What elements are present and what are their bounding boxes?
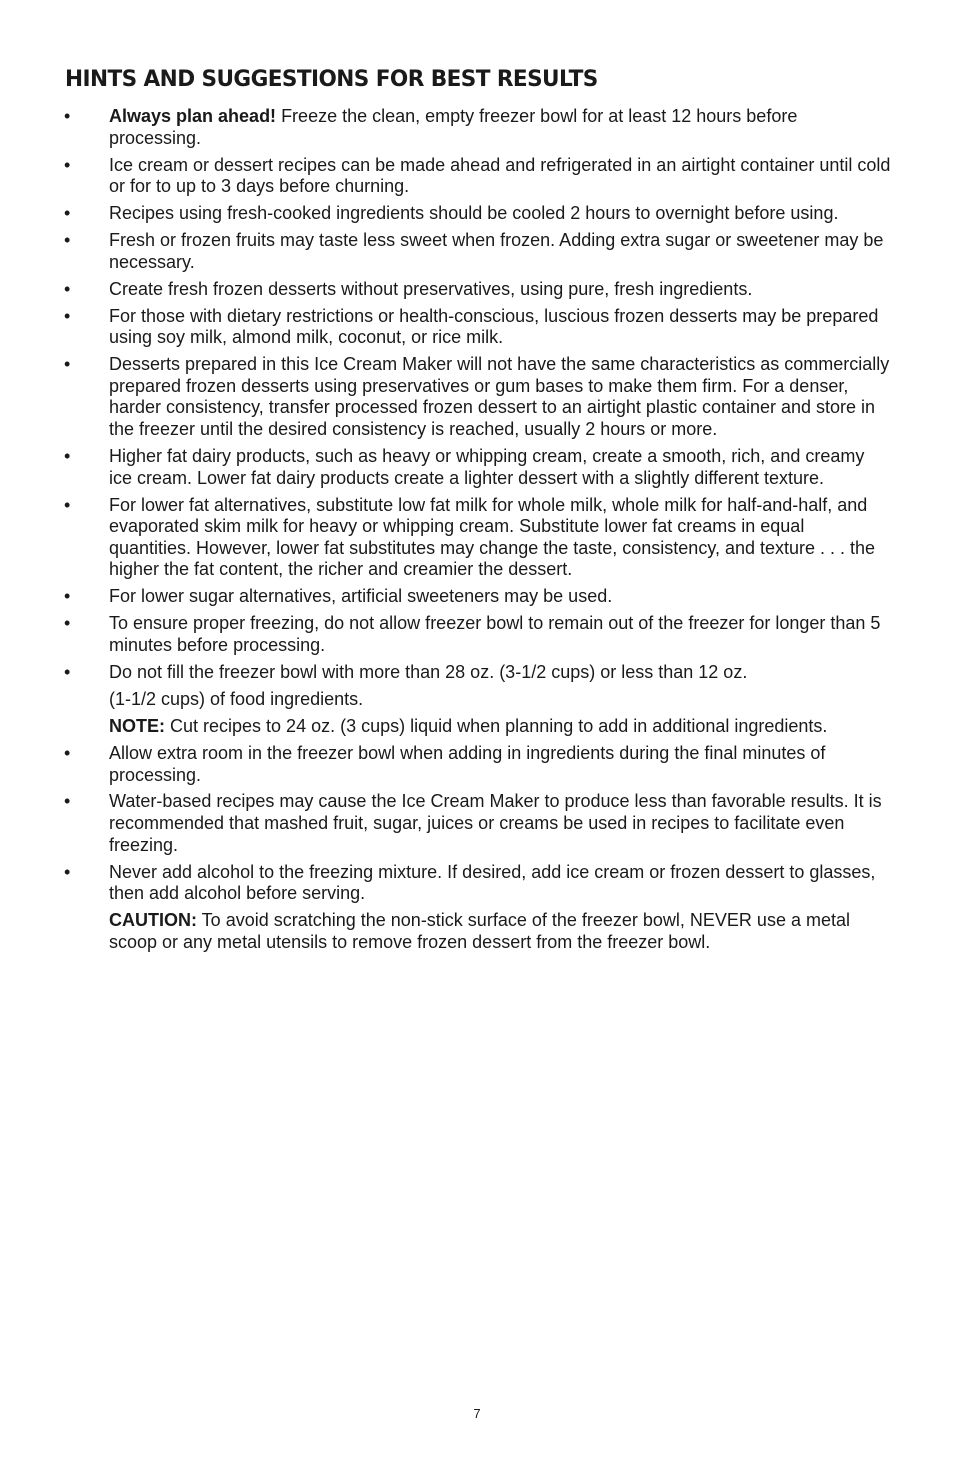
hint-text: Recipes using fresh-cooked ingredients should be cooled 2 hours to overnight before using. bbox=[109, 203, 839, 224]
hint-text: For lower sugar alternatives, artificial sweeteners may be used. bbox=[109, 586, 613, 607]
hint-lead: Always plan ahead! bbox=[109, 106, 277, 126]
hint-text: Desserts prepared in this Ice Cream Maker will not have the same characteristics as commercially prepared frozen desserts using preservatives or gum bases to make them firm. For a denser, harder consistency, transfer processed frozen dessert to an airtight plastic container and store in the freezer until the desired consistency is reached, usually 2 hours or more. bbox=[109, 354, 890, 440]
bullet-icon: • bbox=[64, 791, 71, 812]
hint-item bbox=[0, 106, 891, 149]
hints-list bbox=[0, 106, 954, 959]
hint-text: Higher fat dairy products, such as heavy or whipping cream, create a smooth, rich, and creamy ice cream. Lower fat dairy products create a lighter dessert with a slightly different texture. bbox=[109, 446, 865, 488]
caution-paragraph bbox=[0, 910, 891, 953]
bullet-icon: • bbox=[64, 446, 71, 467]
bullet-icon: • bbox=[64, 661, 71, 682]
bullet-icon: • bbox=[64, 230, 71, 251]
bullet-icon: • bbox=[64, 613, 71, 634]
page-number: 7 bbox=[473, 1406, 481, 1421]
note-paragraph bbox=[0, 716, 891, 738]
bullet-icon: • bbox=[64, 278, 71, 299]
bullet-icon: • bbox=[64, 586, 71, 607]
bullet-icon: • bbox=[64, 494, 71, 515]
hint-item bbox=[0, 354, 891, 440]
hint-text: Allow extra room in the freezer bowl when adding in ingredients during the final minutes of processing. bbox=[109, 742, 826, 785]
hint-item bbox=[0, 155, 891, 198]
hint-text: Ice cream or dessert recipes can be made ahead and refrigerated in an airtight container until cold or for to up to 3 days before churning. bbox=[109, 154, 891, 197]
caution-text: To avoid scratching the non-stick surface of the freezer bowl, NEVER use a metal scoop or any metal utensils to remove frozen dessert from the freezer bowl. bbox=[109, 910, 850, 952]
hint-item bbox=[0, 279, 891, 301]
bullet-icon: • bbox=[64, 354, 71, 375]
hint-continuation bbox=[0, 689, 891, 711]
hint-text: To ensure proper freezing, do not allow freezer bowl to remain out of the freezer for longer than 5 minutes before processing. bbox=[109, 613, 881, 655]
bullet-icon: • bbox=[64, 305, 71, 326]
hint-text: Freeze the clean, empty freezer bowl for at least 12 hours before processing. bbox=[109, 106, 798, 148]
hint-text: For lower fat alternatives, substitute low fat milk for whole milk, whole milk for half-and-half, and evaporated skim milk for heavy or whipping cream. Substitute lower fat creams in equal quantities. However, lower fat substitutes may change the taste, consistency, and texture . . . the higher the fat content, the richer and creamier the dessert. bbox=[109, 494, 876, 580]
hint-item bbox=[0, 662, 891, 684]
hint-text: Fresh or frozen fruits may taste less sweet when frozen. Adding extra sugar or sweetener may be necessary. bbox=[109, 230, 884, 272]
hint-item bbox=[0, 495, 891, 581]
hint-text: Water-based recipes may cause the Ice Cream Maker to produce less than favorable results. It is recommended that mashed fruit, sugar, juices or creams be used in recipes to facilitate even freezing. bbox=[109, 791, 882, 855]
hint-item bbox=[0, 306, 891, 349]
note-label: NOTE: bbox=[109, 715, 165, 736]
caution-label: CAUTION: bbox=[109, 910, 197, 931]
bullet-icon: • bbox=[64, 861, 71, 882]
hint-item bbox=[0, 862, 891, 905]
hint-item bbox=[0, 203, 891, 225]
hint-text: Do not fill the freezer bowl with more than 28 oz. (3-1/2 cups) or less than 12 oz. bbox=[109, 661, 748, 682]
bullet-icon: • bbox=[64, 203, 71, 224]
hint-item bbox=[0, 613, 891, 656]
note-text: Cut recipes to 24 oz. (3 cups) liquid when planning to add in additional ingredients. bbox=[165, 715, 828, 736]
hint-item bbox=[0, 743, 891, 786]
hint-item bbox=[0, 791, 891, 856]
hint-item bbox=[0, 586, 891, 608]
hint-text: For those with dietary restrictions or health-conscious, luscious frozen desserts may be prepared using soy milk, almond milk, coconut, or rice milk. bbox=[109, 305, 879, 348]
bullet-icon: • bbox=[64, 154, 71, 175]
hint-item bbox=[0, 446, 891, 489]
section-heading: HINTS AND SUGGESTIONS FOR BEST RESULTS bbox=[65, 66, 598, 92]
hint-item bbox=[0, 230, 891, 273]
bullet-icon: • bbox=[64, 106, 71, 126]
hint-text: (1-1/2 cups) of food ingredients. bbox=[109, 688, 364, 709]
hint-text: Create fresh frozen desserts without preservatives, using pure, fresh ingredients. bbox=[109, 278, 753, 299]
bullet-icon: • bbox=[64, 742, 71, 763]
hint-text: Never add alcohol to the freezing mixture. If desired, add ice cream or frozen dessert to glasses, then add alcohol before serving. bbox=[109, 861, 876, 904]
